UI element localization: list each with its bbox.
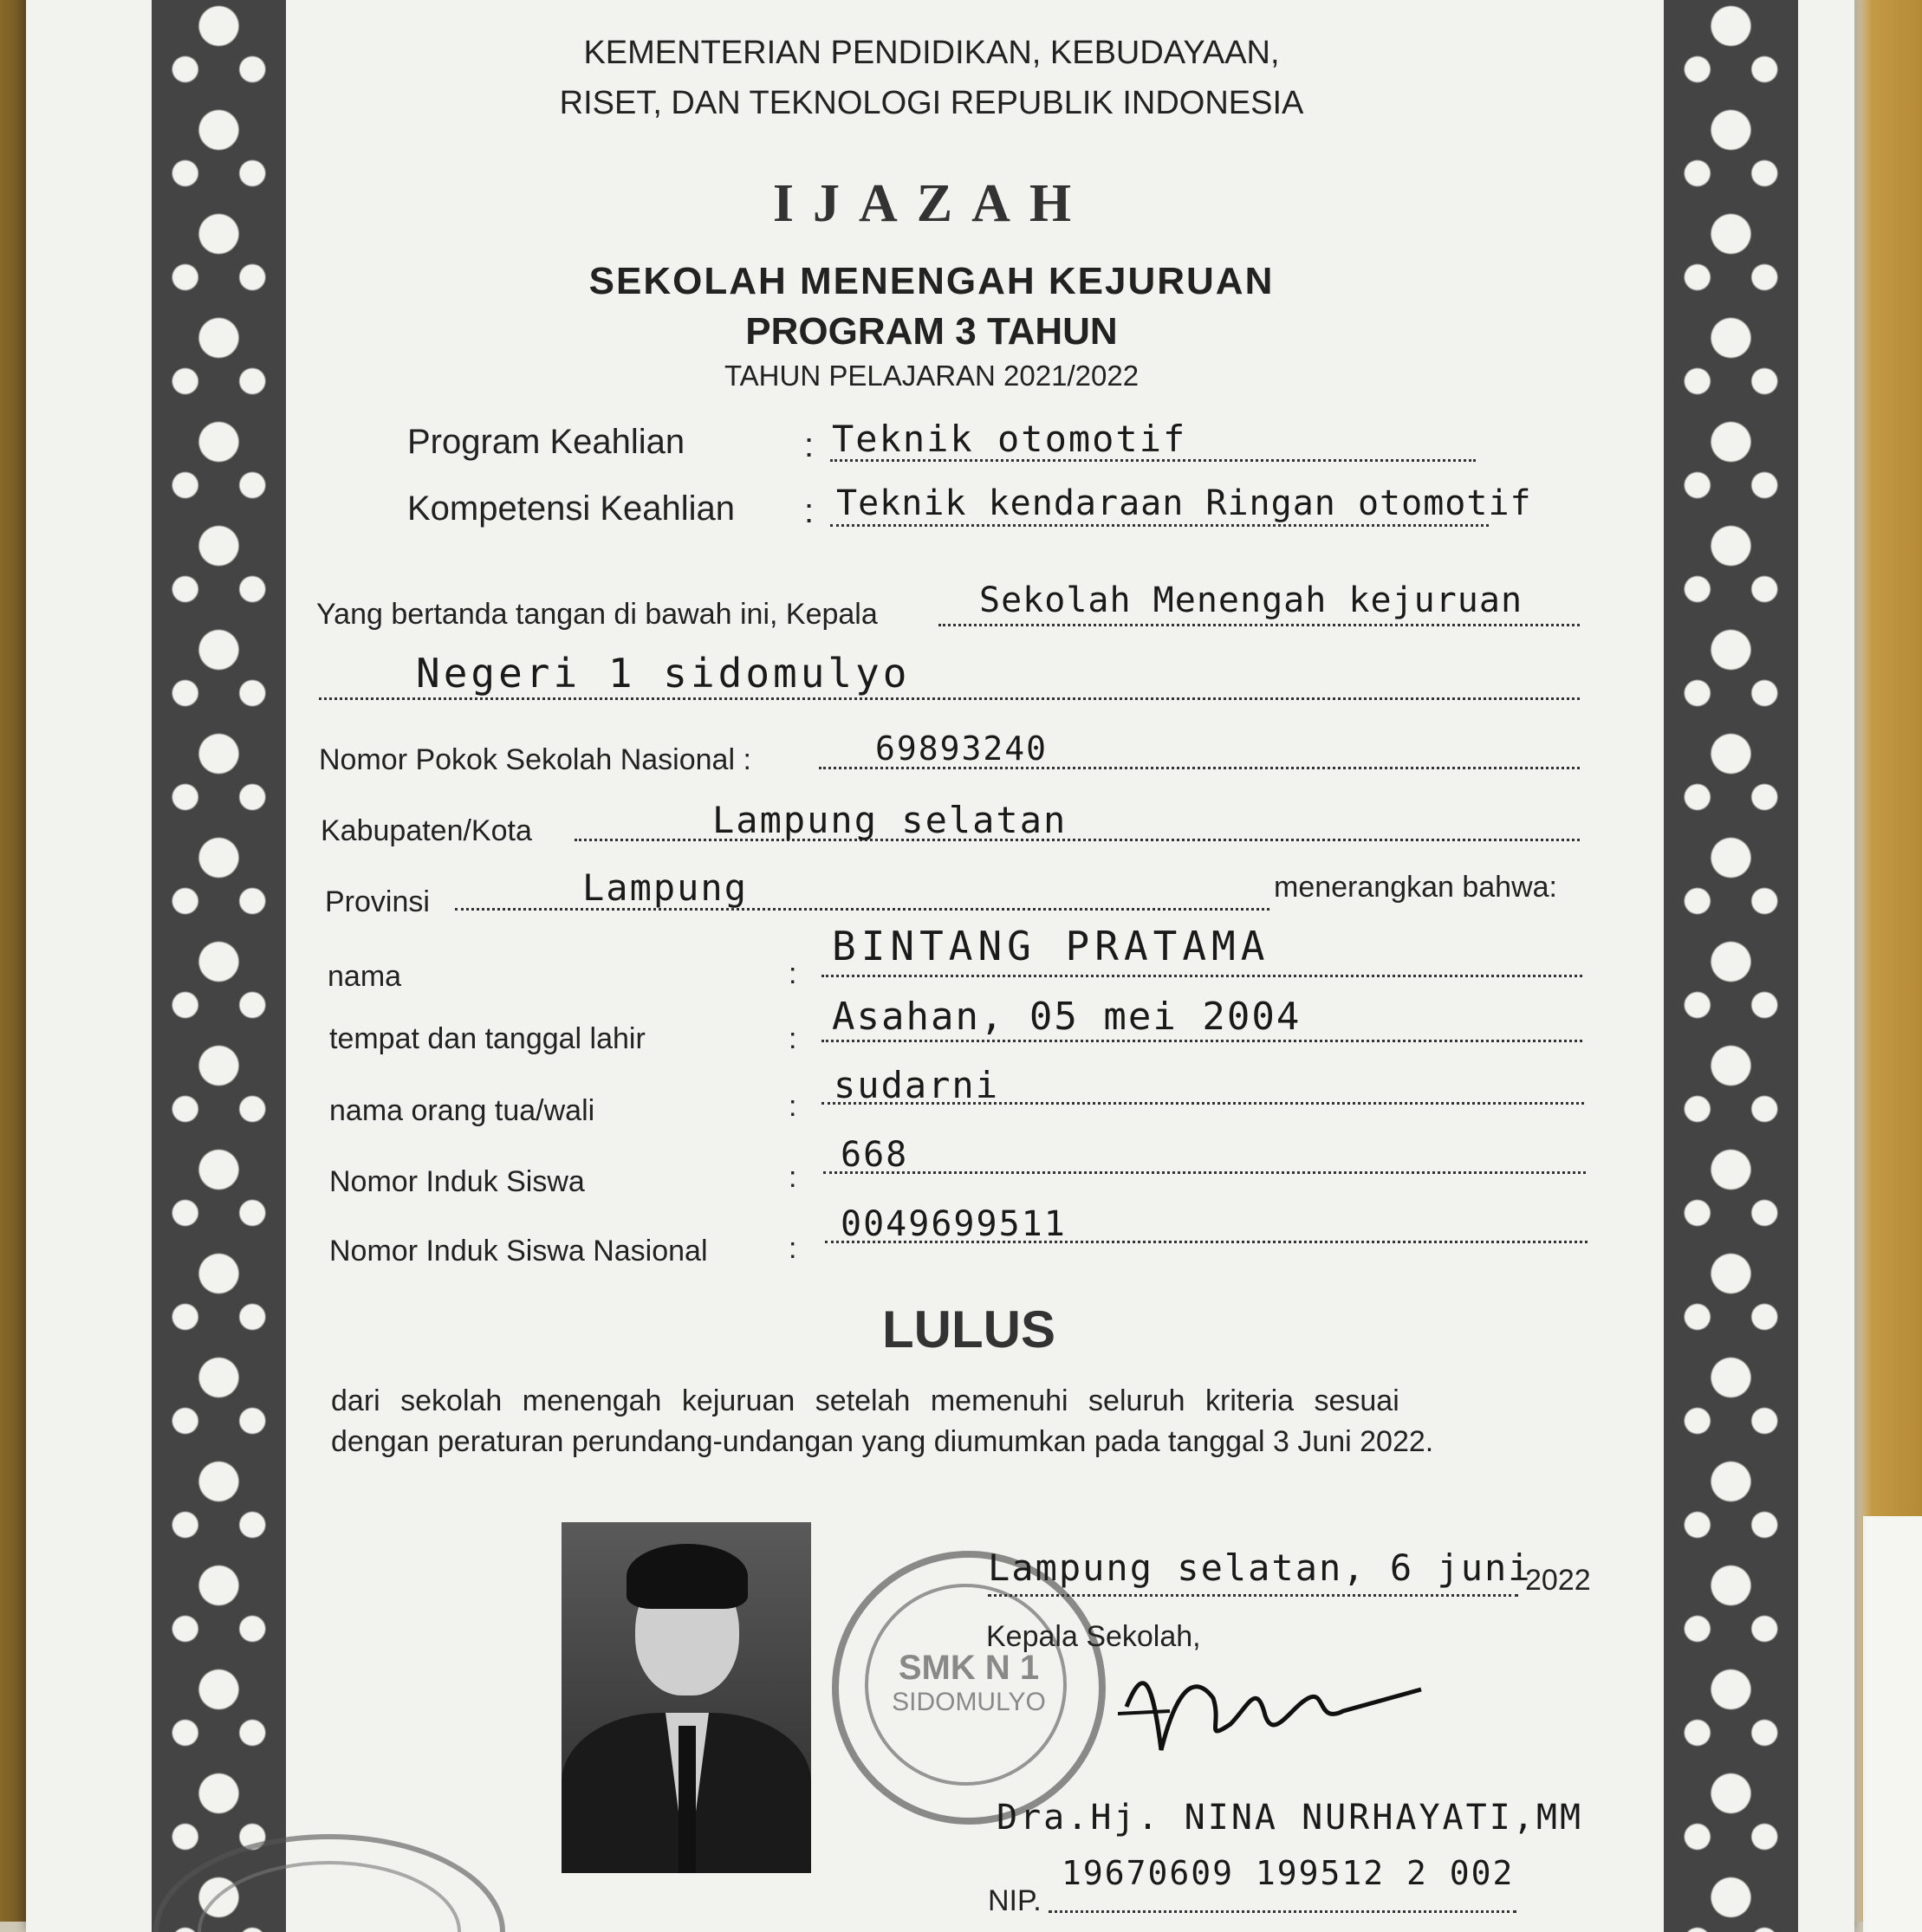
nama-label: nama	[328, 960, 402, 993]
principal-role: Kepala Sekolah,	[986, 1620, 1201, 1653]
school-type: SEKOLAH MENENGAH KEJURUAN	[588, 260, 1275, 302]
result-line-2: dengan peraturan perundang-undangan yang diumumkan pada tanggal 3 Juni 2022.	[331, 1425, 1434, 1458]
ministry-line-2: RISET, DAN TEKNOLOGI REPUBLIK INDONESIA	[559, 85, 1304, 121]
academic-year: TAHUN PELAJARAN 2021/2022	[724, 360, 1140, 392]
emblem-watermark	[147, 1793, 511, 1932]
student-photo	[562, 1522, 811, 1873]
nis-colon: :	[789, 1161, 797, 1194]
school-line-2	[319, 697, 1580, 700]
ttl-label: tempat dan tanggal lahir	[329, 1022, 646, 1055]
nama-colon: :	[789, 957, 797, 990]
place-date: Lampung selatan, 6 juni	[988, 1546, 1532, 1589]
principal-signature	[1118, 1629, 1447, 1785]
certificate-title: IJAZAH	[772, 174, 1091, 233]
kompetensi-colon: :	[804, 492, 815, 530]
kabupaten-label: Kabupaten/Kota	[321, 814, 532, 847]
nisn-value: 0049699511	[841, 1204, 1067, 1244]
npsn-value: 69893240	[875, 729, 1049, 768]
nama-value: BINTANG PRATAMA	[832, 923, 1270, 969]
nama-line	[821, 975, 1582, 977]
stamp-line-2: SIDOMULYO	[892, 1688, 1046, 1716]
signature-year: 2022	[1525, 1564, 1591, 1597]
place-date-line	[988, 1594, 1518, 1597]
school-name-2: Negeri 1 sidomulyo	[416, 650, 911, 697]
ttl-line	[821, 1040, 1582, 1042]
ministry-line-1: KEMENTERIAN PENDIDIKAN, KEBUDAYAAN,	[583, 35, 1280, 71]
nis-line	[823, 1171, 1586, 1174]
principal-name: Dra.Hj. NINA NURHAYATI,MM	[997, 1798, 1584, 1838]
ortu-value: sudarni	[834, 1064, 1000, 1106]
kabupaten-value: Lampung selatan	[712, 799, 1068, 841]
nis-value: 668	[841, 1135, 909, 1175]
npsn-label: Nomor Pokok Sekolah Nasional :	[319, 743, 751, 776]
nip-label: NIP.	[988, 1884, 1042, 1917]
signer-intro: Yang bertanda tangan di bawah ini, Kepala	[316, 598, 878, 631]
nis-label: Nomor Induk Siswa	[329, 1165, 585, 1198]
nip-line	[1049, 1910, 1516, 1913]
kompetensi-line	[830, 524, 1489, 527]
school-line-1	[938, 624, 1580, 626]
background-sheet	[1863, 1516, 1922, 1932]
program-label: Program Keahlian	[407, 423, 685, 461]
provinsi-value: Lampung	[582, 866, 749, 909]
ttl-value: Asahan, 05 mei 2004	[832, 995, 1302, 1039]
menerangkan-text: menerangkan bahwa:	[1274, 871, 1558, 904]
ortu-label: nama orang tua/wali	[329, 1094, 595, 1127]
ortu-colon: :	[789, 1090, 797, 1123]
ttl-colon: :	[789, 1022, 797, 1055]
result-line-1: dari sekolah menengah kejuruan setelah memenuhi seluruh kriteria sesuai	[331, 1384, 1399, 1417]
graduation-status: LULUS	[882, 1300, 1055, 1358]
program-value: Teknik otomotif	[832, 418, 1187, 460]
nip-value: 19670609 199512 2 002	[1062, 1854, 1515, 1892]
stamp-line-1: SMK N 1	[898, 1649, 1040, 1687]
nisn-label: Nomor Induk Siswa Nasional	[329, 1235, 708, 1267]
provinsi-line	[455, 908, 1269, 911]
school-stamp	[832, 1551, 1106, 1825]
kompetensi-value: Teknik kendaraan Ringan otomotif	[836, 483, 1532, 523]
program-colon: :	[804, 426, 815, 464]
school-name-1: Sekolah Menengah kejuruan	[979, 580, 1523, 620]
provinsi-label: Provinsi	[325, 885, 430, 918]
nisn-colon: :	[789, 1232, 797, 1265]
program-duration: PROGRAM 3 TAHUN	[745, 310, 1118, 353]
kompetensi-label: Kompetensi Keahlian	[407, 489, 736, 528]
